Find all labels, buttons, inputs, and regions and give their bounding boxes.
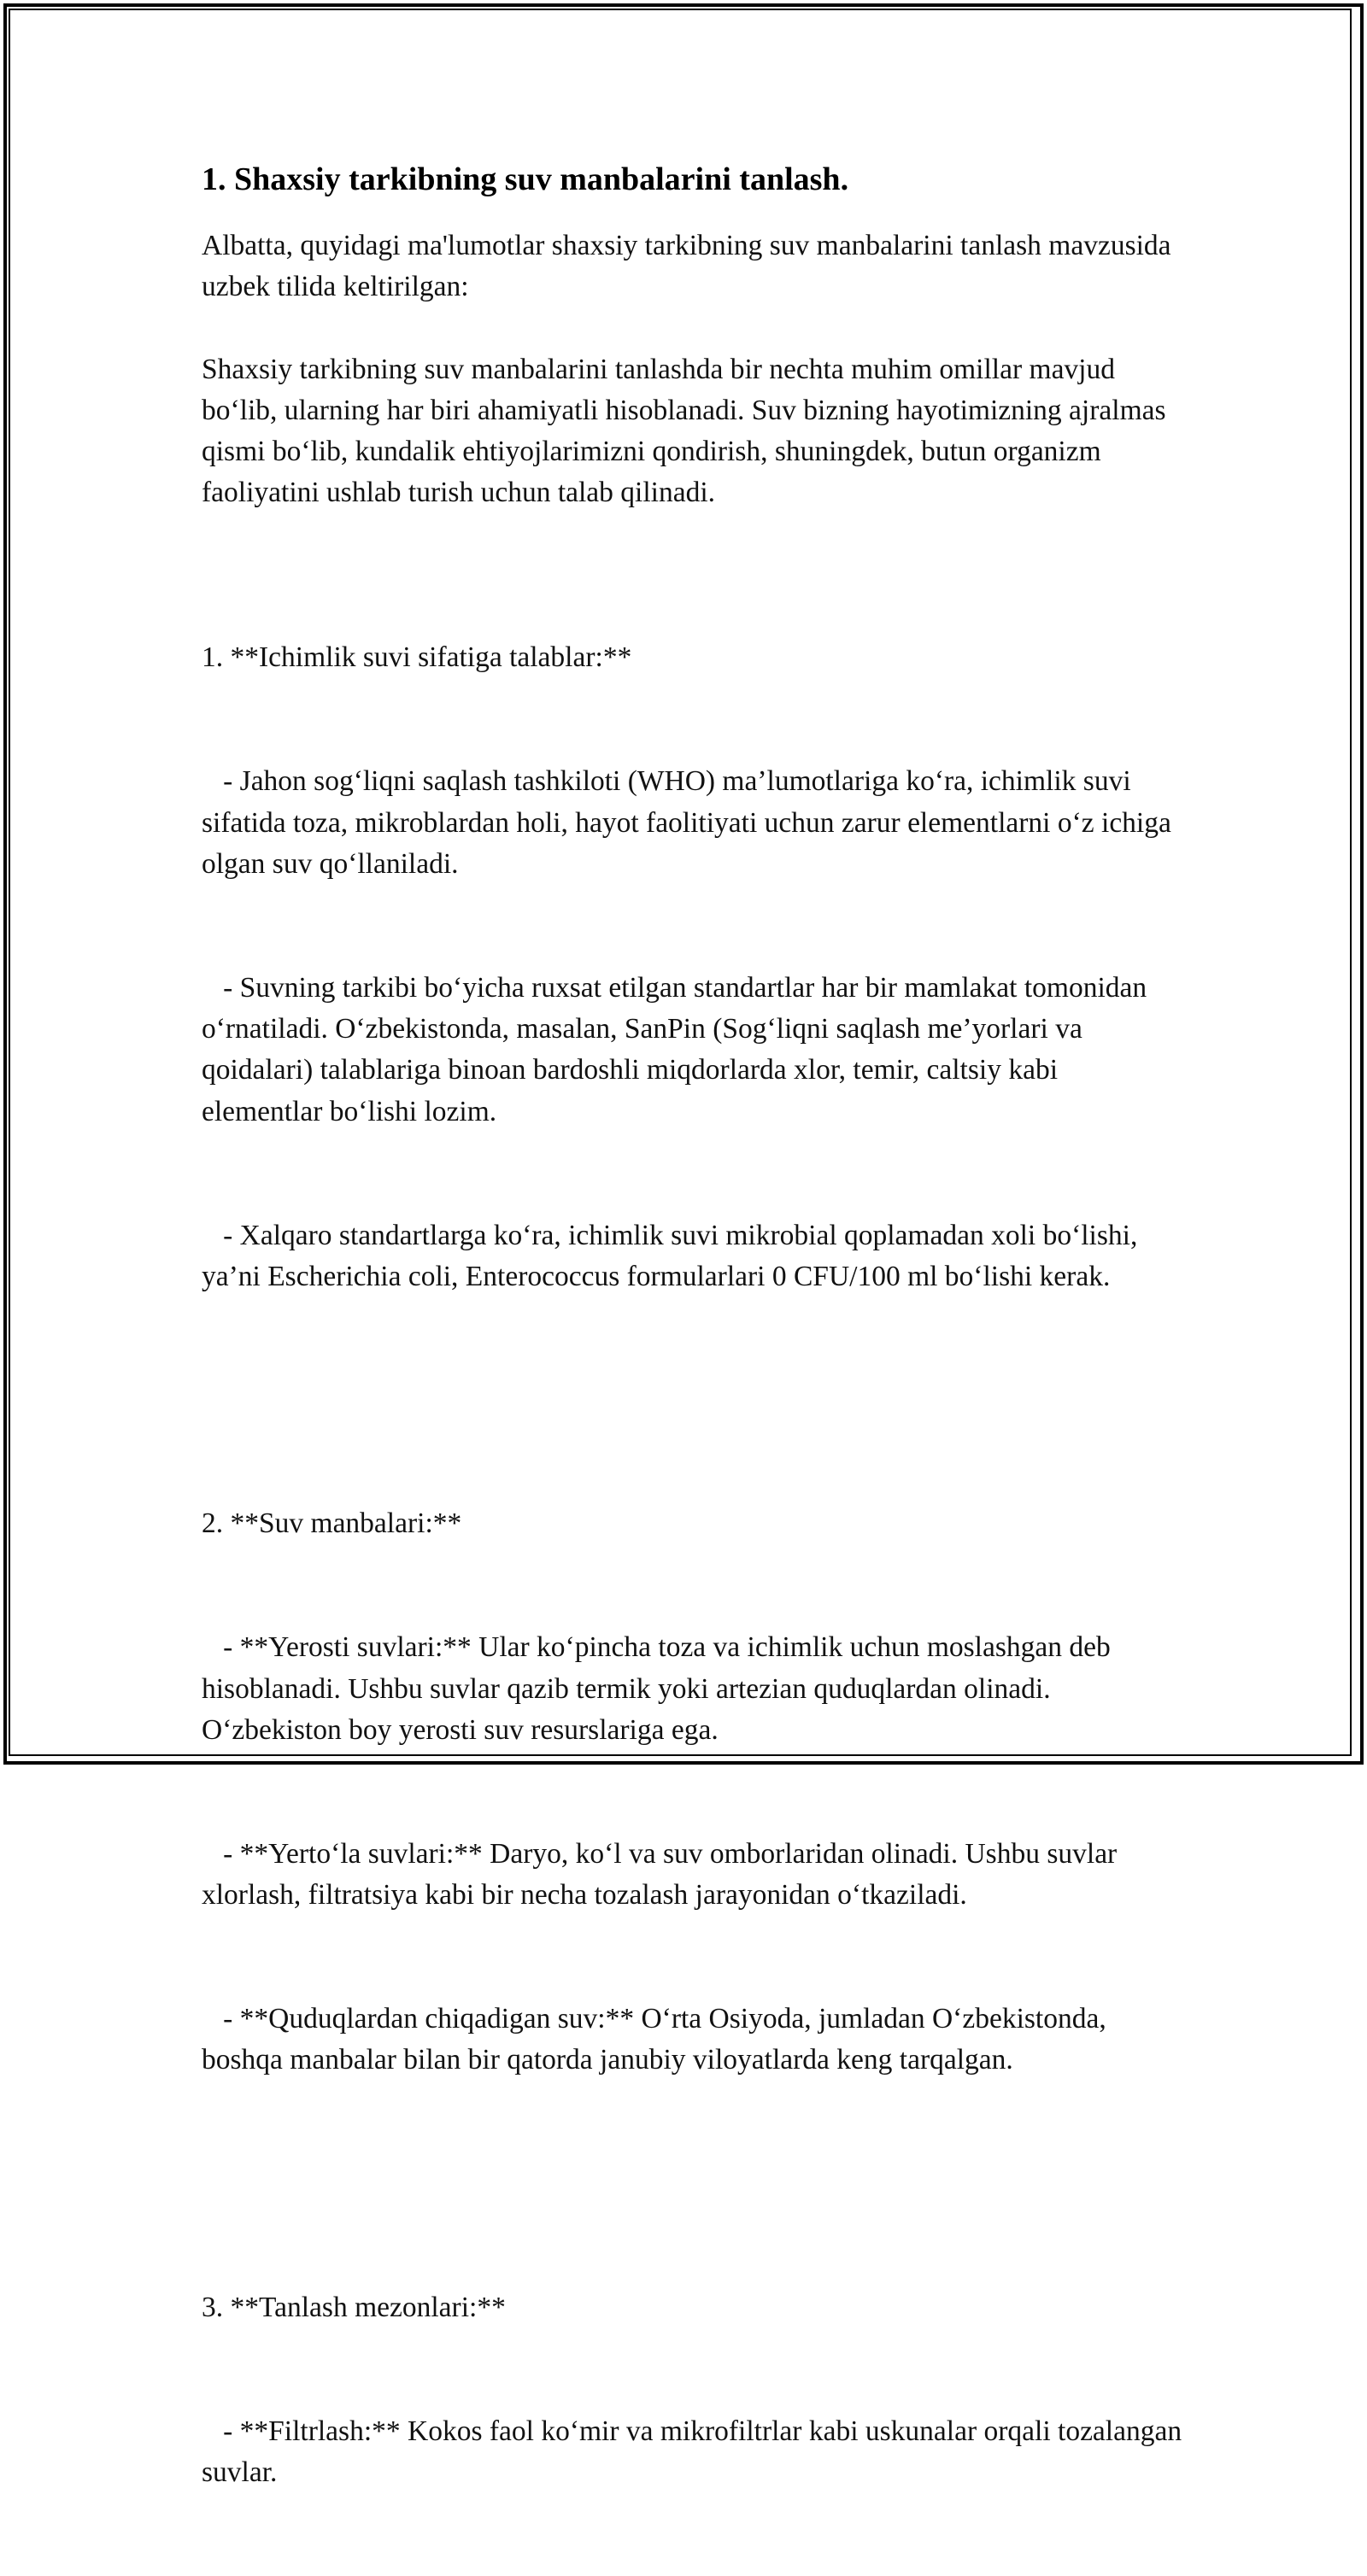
document-title: 1. Shaxsiy tarkibning suv manbalarini tanlash. bbox=[202, 161, 849, 197]
list-item: - Jahon sog‘liqni saqlash tashkiloti (WHO) ma’lumotlariga ko‘ra, ichimlik suvi sifatida toza, mikroblardan holi, hayot faolitiyati uchun zarur elementlarni o‘z ichiga olgan suv qo‘llaniladi. bbox=[202, 765, 1179, 880]
overview-paragraph: Shaxsiy tarkibning suv manbalarini tanlashda bir nechta muhim omillar mavjud bo‘lib, ularning har biri ahamiyatli hisoblanadi. Suv bizning hayotimizning ajralmas qismi bo‘lib, kundalik ehtiyojlarimizni qondirish, shuningdek, butun organizm faoliyatini ushlab turish uchun talab qilinadi. bbox=[202, 353, 1173, 509]
section-selection-criteria bbox=[202, 2204, 1189, 2576]
section-heading: 2. **Suv manbalari:** bbox=[202, 1508, 462, 1540]
list-item: - **Yerosti suvlari:** Ular ko‘pincha toza va ichimlik uchun moslashgan deb hisoblanadi. Ushbu suvlar qazib termik yoki artezian quduqlardan olinadi. O‘zbekiston boy yerosti suv resurslariga ega. bbox=[202, 1631, 1118, 1746]
list-item: - **Quduqlardan chiqadigan suv:** O‘rta Osiyoda, jumladan O‘zbekistonda, boshqa manbalar bilan bir qatorda janubiy viloyatlarda keng tarqalgan. bbox=[202, 2002, 1114, 2076]
intro-paragraph: Albatta, quyidagi ma'lumotlar shaxsiy tarkibning suv manbalarini tanlash mavzusida uzbek tilida keltirilgan: bbox=[202, 230, 1178, 303]
section-water-sources bbox=[202, 1421, 1184, 2163]
document-body bbox=[202, 159, 1189, 2576]
list-item: - Xalqaro standartlarga ko‘ra, ichimlik suvi mikrobial qoplamadan xoli bo‘lishi, ya’ni Escherichia coli, Enterococcus formularlari 0 CFU/100 ml bo‘lishi kerak. bbox=[202, 1219, 1145, 1292]
section-heading: 1. **Ichimlik suvi sifatiga talablar:** bbox=[202, 641, 632, 674]
list-item: - **Filtrlash:** Kokos faol ko‘mir va mikrofiltrlar kabi uskunalar orqali tozalangan suvlar. bbox=[202, 2415, 1189, 2488]
section-water-quality bbox=[202, 555, 1184, 1380]
list-item: - **Yerto‘la suvlari:** Daryo, ko‘l va suv omborlaridan olinadi. Ushbu suvlar xlorlash, filtratsiya kabi bir necha tozalash jarayonidan o‘tkaziladi. bbox=[202, 1837, 1124, 1911]
list-item: - Suvning tarkibi bo‘yicha ruxsat etilgan standartlar har bir mamlakat tomonidan o‘rnatiladi. O‘zbekistonda, masalan, SanPin (Sog‘liqni saqlash me’yorlari va qoidalari) talablariga binoan bardoshli miqdorlarda xlor, temir, caltsiy kabi elementlar bo‘lishi lozim. bbox=[202, 971, 1154, 1127]
section-heading: 3. **Tanlash mezonlari:** bbox=[202, 2291, 506, 2323]
